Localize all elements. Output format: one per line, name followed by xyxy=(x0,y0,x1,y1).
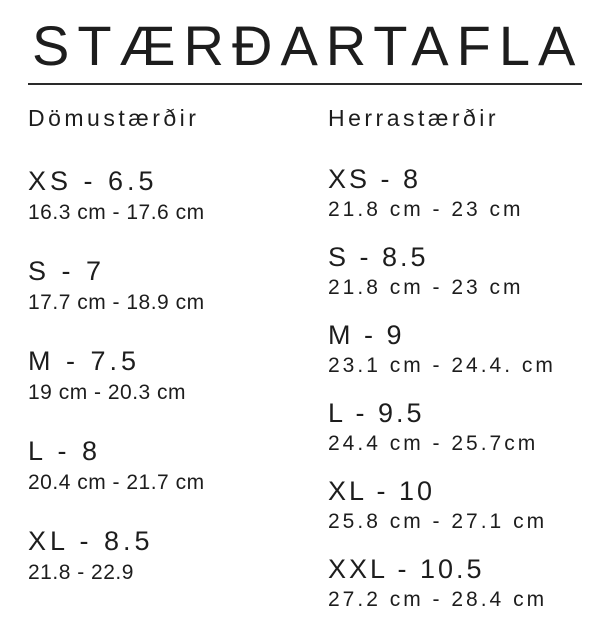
size-label: XS - 6.5 xyxy=(28,166,158,196)
size-label: XL - 10 xyxy=(328,476,436,506)
size-entry-women-xl xyxy=(28,523,328,586)
title-divider xyxy=(28,83,582,85)
size-entry-men-xl xyxy=(328,474,588,535)
page-title: STÆRÐARTAFLA xyxy=(32,14,584,77)
size-entry-women-s xyxy=(28,253,328,316)
size-range: 16.3 cm - 17.6 cm xyxy=(28,201,205,224)
size-label: XS - 8 xyxy=(328,164,422,194)
size-range: 21.8 cm - 23 cm xyxy=(328,198,524,221)
size-entry-men-s xyxy=(328,240,588,301)
size-label: XXL - 10.5 xyxy=(328,554,485,584)
womens-sizes-column xyxy=(28,104,328,618)
size-label: XL - 8.5 xyxy=(28,526,154,556)
size-range: 21.8 cm - 23 cm xyxy=(328,276,524,299)
size-label: M - 7.5 xyxy=(28,346,141,376)
mens-sizes-column xyxy=(328,104,588,618)
size-entry-women-l xyxy=(28,433,328,496)
size-range: 20.4 cm - 21.7 cm xyxy=(28,471,205,494)
size-range: 17.7 cm - 18.9 cm xyxy=(28,291,205,314)
size-label: M - 9 xyxy=(328,320,405,350)
size-label: L - 9.5 xyxy=(328,398,425,428)
size-range: 25.8 cm - 27.1 cm xyxy=(328,510,548,533)
size-label: S - 8.5 xyxy=(328,242,429,272)
mens-sizes-header: Herrastærðir xyxy=(328,105,500,131)
size-range: 19 cm - 20.3 cm xyxy=(28,381,187,404)
size-range: 27.2 cm - 28.4 cm xyxy=(328,588,548,611)
size-entry-men-xxl xyxy=(328,552,588,613)
size-range: 23.1 cm - 24.4. cm xyxy=(328,354,556,377)
size-entry-men-xs xyxy=(328,162,588,223)
size-range: 24.4 cm - 25.7cm xyxy=(328,432,539,455)
size-entry-men-l xyxy=(328,396,588,457)
size-entry-men-m xyxy=(328,318,588,379)
size-entry-women-m xyxy=(28,343,328,406)
size-label: L - 8 xyxy=(28,436,102,466)
size-entry-women-xs xyxy=(28,163,328,226)
size-range: 21.8 - 22.9 xyxy=(28,561,134,584)
womens-sizes-header: Dömustærðir xyxy=(28,105,200,131)
size-columns xyxy=(28,104,588,618)
size-label: S - 7 xyxy=(28,256,106,286)
